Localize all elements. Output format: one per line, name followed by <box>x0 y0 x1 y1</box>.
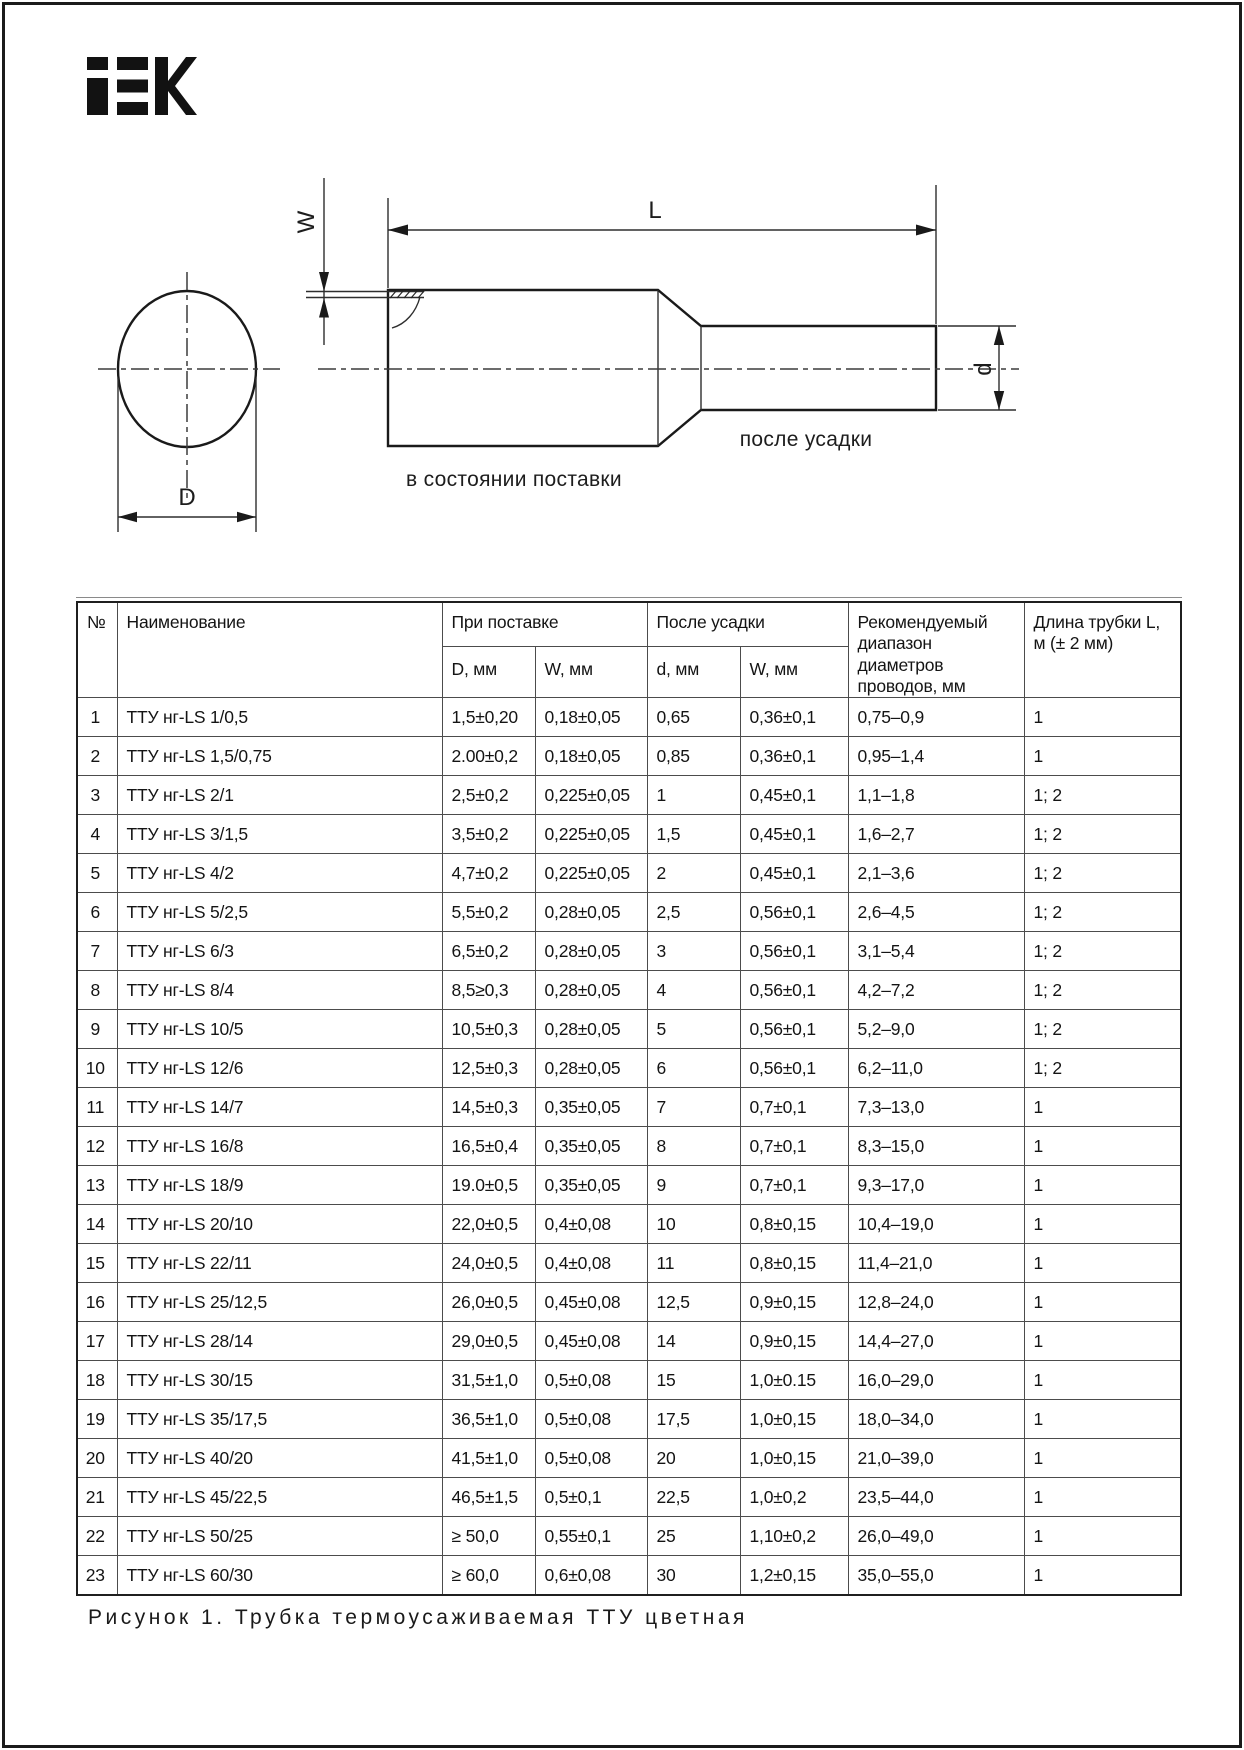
dim-label-w: W <box>293 210 320 234</box>
table-cell: 1 <box>1024 1400 1181 1439</box>
table-cell: 14,5±0,3 <box>442 1088 535 1127</box>
table-cell: ТТУ нг-LS 50/25 <box>117 1517 442 1556</box>
table-cell: 11 <box>77 1088 117 1127</box>
table-cell: 0,28±0,05 <box>535 971 647 1010</box>
table-cell: 1 <box>1024 1244 1181 1283</box>
table-cell: 30 <box>647 1556 740 1596</box>
table-cell: ТТУ нг-LS 35/17,5 <box>117 1400 442 1439</box>
table-row <box>77 1127 1181 1166</box>
table-cell: ТТУ нг-LS 1,5/0,75 <box>117 737 442 776</box>
table-cell: ТТУ нг-LS 20/10 <box>117 1205 442 1244</box>
col-header-D-mm: D, мм <box>442 647 535 698</box>
table-cell: ТТУ нг-LS 40/20 <box>117 1439 442 1478</box>
table-cell: 26,0–49,0 <box>848 1517 1024 1556</box>
table-cell: 11 <box>647 1244 740 1283</box>
col-group-at-delivery: При поставке <box>442 602 647 647</box>
table-cell: ТТУ нг-LS 16/8 <box>117 1127 442 1166</box>
table-cell: 15 <box>647 1361 740 1400</box>
table-cell: 1; 2 <box>1024 776 1181 815</box>
dim-label-d-small: d <box>970 362 997 376</box>
technical-drawing <box>0 150 1244 570</box>
col-header-W-mm-shrink: W, мм <box>740 647 848 698</box>
table-cell: ТТУ нг-LS 45/22,5 <box>117 1478 442 1517</box>
table-cell: 1 <box>1024 1088 1181 1127</box>
table-cell: 2,5±0,2 <box>442 776 535 815</box>
table-cell: 1 <box>1024 1361 1181 1400</box>
table-row <box>77 932 1181 971</box>
table-cell: 1; 2 <box>1024 1010 1181 1049</box>
table-cell: 1,2±0,15 <box>740 1556 848 1596</box>
table-cell: 1 <box>1024 1439 1181 1478</box>
table-cell: 5,5±0,2 <box>442 893 535 932</box>
table-cell: 1,5 <box>647 815 740 854</box>
table-cell: 0,65 <box>647 698 740 737</box>
table-cell: ТТУ нг-LS 12/6 <box>117 1049 442 1088</box>
table-cell: 3 <box>77 776 117 815</box>
table-row <box>77 1322 1181 1361</box>
table-cell: 12,5±0,3 <box>442 1049 535 1088</box>
table-cell: 1,0±0,2 <box>740 1478 848 1517</box>
table-cell: 0,36±0,1 <box>740 737 848 776</box>
table-cell: ≥ 60,0 <box>442 1556 535 1596</box>
table-cell: 0,45±0,1 <box>740 854 848 893</box>
table-body <box>77 698 1181 1596</box>
table-cell: ТТУ нг-LS 60/30 <box>117 1556 442 1596</box>
table-cell: 0,56±0,1 <box>740 1049 848 1088</box>
table-cell: 4 <box>77 815 117 854</box>
table-cell: 0,8±0,15 <box>740 1205 848 1244</box>
table-cell: 12,5 <box>647 1283 740 1322</box>
col-group-after-shrink: После усадки <box>647 602 848 647</box>
spec-table-wrap <box>76 597 1182 1596</box>
table-cell: 0,36±0,1 <box>740 698 848 737</box>
table-cell: 0,75–0,9 <box>848 698 1024 737</box>
table-cell: 10,4–19,0 <box>848 1205 1024 1244</box>
col-header-W-mm-delivery: W, мм <box>535 647 647 698</box>
table-cell: 0,5±0,08 <box>535 1361 647 1400</box>
table-row <box>77 1166 1181 1205</box>
table-cell: 22,0±0,5 <box>442 1205 535 1244</box>
table-cell: 0,56±0,1 <box>740 1010 848 1049</box>
table-top-rule <box>76 597 1182 598</box>
table-cell: 1; 2 <box>1024 1049 1181 1088</box>
table-cell: 0,56±0,1 <box>740 971 848 1010</box>
table-cell: 20 <box>647 1439 740 1478</box>
table-cell: 6,2–11,0 <box>848 1049 1024 1088</box>
table-cell: 8 <box>647 1127 740 1166</box>
col-header-d-mm: d, мм <box>647 647 740 698</box>
table-cell: ТТУ нг-LS 30/15 <box>117 1361 442 1400</box>
table-row <box>77 1049 1181 1088</box>
table-row <box>77 1478 1181 1517</box>
table-cell: ≥ 50,0 <box>442 1517 535 1556</box>
table-cell: 21 <box>77 1478 117 1517</box>
table-cell: 8,3–15,0 <box>848 1127 1024 1166</box>
table-cell: 7,3–13,0 <box>848 1088 1024 1127</box>
table-cell: 22 <box>77 1517 117 1556</box>
table-row <box>77 776 1181 815</box>
table-cell: 0,225±0,05 <box>535 854 647 893</box>
table-cell: 0,45±0,08 <box>535 1322 647 1361</box>
table-cell: 0,5±0,1 <box>535 1478 647 1517</box>
table-cell: 31,5±1,0 <box>442 1361 535 1400</box>
table-cell: 9,3–17,0 <box>848 1166 1024 1205</box>
table-cell: 0,45±0,1 <box>740 776 848 815</box>
table-cell: 2,6–4,5 <box>848 893 1024 932</box>
table-cell: 3 <box>647 932 740 971</box>
table-cell: 0,85 <box>647 737 740 776</box>
table-cell: 8,5≥0,3 <box>442 971 535 1010</box>
table-row <box>77 737 1181 776</box>
table-cell: 5,2–9,0 <box>848 1010 1024 1049</box>
table-cell: 12,8–24,0 <box>848 1283 1024 1322</box>
table-cell: 23,5–44,0 <box>848 1478 1024 1517</box>
table-cell: 3,5±0,2 <box>442 815 535 854</box>
table-cell: 1,0±0,15 <box>740 1400 848 1439</box>
table-cell: 10 <box>77 1049 117 1088</box>
table-cell: 0,5±0,08 <box>535 1439 647 1478</box>
table-cell: 2,1–3,6 <box>848 854 1024 893</box>
table-cell: 7 <box>77 932 117 971</box>
table-cell: 19.0±0,5 <box>442 1166 535 1205</box>
table-cell: 1; 2 <box>1024 815 1181 854</box>
table-cell: 6 <box>647 1049 740 1088</box>
table-cell: 1; 2 <box>1024 971 1181 1010</box>
table-cell: ТТУ нг-LS 28/14 <box>117 1322 442 1361</box>
table-cell: 14,4–27,0 <box>848 1322 1024 1361</box>
table-cell: 10,5±0,3 <box>442 1010 535 1049</box>
table-cell: 1 <box>647 776 740 815</box>
table-cell: 0,5±0,08 <box>535 1400 647 1439</box>
label-supplied-state: в состоянии поставки <box>406 468 622 491</box>
table-row <box>77 971 1181 1010</box>
table-cell: ТТУ нг-LS 3/1,5 <box>117 815 442 854</box>
table-cell: 0,7±0,1 <box>740 1127 848 1166</box>
table-cell: 14 <box>77 1205 117 1244</box>
table-cell: 0,28±0,05 <box>535 1010 647 1049</box>
table-row <box>77 1439 1181 1478</box>
table-cell: 0,45±0,08 <box>535 1283 647 1322</box>
tube-outline <box>388 290 936 446</box>
table-cell: 15 <box>77 1244 117 1283</box>
table-cell: 0,4±0,08 <box>535 1205 647 1244</box>
col-header-num: № <box>77 602 117 698</box>
table-row <box>77 1010 1181 1049</box>
table-cell: 8 <box>77 971 117 1010</box>
table-cell: 0,8±0,15 <box>740 1244 848 1283</box>
table-cell: 2 <box>647 854 740 893</box>
table-cell: 46,5±1,5 <box>442 1478 535 1517</box>
table-row <box>77 1088 1181 1127</box>
table-cell: 1 <box>1024 1205 1181 1244</box>
dim-label-d-big: D <box>178 484 196 511</box>
table-cell: 0,35±0,05 <box>535 1088 647 1127</box>
table-cell: 1; 2 <box>1024 854 1181 893</box>
table-cell: 13 <box>77 1166 117 1205</box>
table-cell: 16 <box>77 1283 117 1322</box>
table-cell: 25 <box>647 1517 740 1556</box>
table-cell: 1 <box>1024 1322 1181 1361</box>
table-cell: 1 <box>1024 1556 1181 1596</box>
table-cell: 9 <box>647 1166 740 1205</box>
col-header-name: Наименование <box>117 602 442 698</box>
table-cell: 14 <box>647 1322 740 1361</box>
table-cell: 16,0–29,0 <box>848 1361 1024 1400</box>
table-row <box>77 1517 1181 1556</box>
dim-label-l: L <box>648 197 662 224</box>
table-cell: 0,9±0,15 <box>740 1322 848 1361</box>
table-cell: 0,7±0,1 <box>740 1166 848 1205</box>
spec-table <box>76 601 1182 1596</box>
table-cell: 2,5 <box>647 893 740 932</box>
table-cell: 1 <box>1024 1127 1181 1166</box>
table-cell: 5 <box>647 1010 740 1049</box>
table-cell: 0,28±0,05 <box>535 1049 647 1088</box>
table-cell: 1 <box>1024 1478 1181 1517</box>
table-cell: 1; 2 <box>1024 893 1181 932</box>
table-cell: 36,5±1,0 <box>442 1400 535 1439</box>
table-cell: 26,0±0,5 <box>442 1283 535 1322</box>
table-row <box>77 1244 1181 1283</box>
table-cell: 1,1–1,8 <box>848 776 1024 815</box>
table-cell: 1,0±0,15 <box>740 1439 848 1478</box>
table-cell: 1; 2 <box>1024 932 1181 971</box>
figure-caption: Рисунок 1. Трубка термоусаживаемая ТТУ цветная <box>88 1606 748 1629</box>
table-cell: ТТУ нг-LS 14/7 <box>117 1088 442 1127</box>
table-cell: 18,0–34,0 <box>848 1400 1024 1439</box>
table-row <box>77 1205 1181 1244</box>
table-row <box>77 1556 1181 1596</box>
table-cell: 5 <box>77 854 117 893</box>
table-cell: 0,56±0,1 <box>740 932 848 971</box>
table-cell: 18 <box>77 1361 117 1400</box>
table-cell: ТТУ нг-LS 18/9 <box>117 1166 442 1205</box>
table-cell: 0,35±0,05 <box>535 1166 647 1205</box>
table-cell: 0,95–1,4 <box>848 737 1024 776</box>
table-cell: 17 <box>77 1322 117 1361</box>
table-cell: 3,1–5,4 <box>848 932 1024 971</box>
table-cell: 24,0±0,5 <box>442 1244 535 1283</box>
table-cell: ТТУ нг-LS 1/0,5 <box>117 698 442 737</box>
table-row <box>77 815 1181 854</box>
table-cell: 6 <box>77 893 117 932</box>
label-after-shrink: после усадки <box>739 428 873 451</box>
table-cell: 29,0±0,5 <box>442 1322 535 1361</box>
col-header-recommended-range: Рекомендуемый диапазон диаметров проводов, мм <box>848 602 1024 698</box>
table-row <box>77 1400 1181 1439</box>
table-cell: 35,0–55,0 <box>848 1556 1024 1596</box>
table-cell: ТТУ нг-LS 6/3 <box>117 932 442 971</box>
table-cell: ТТУ нг-LS 10/5 <box>117 1010 442 1049</box>
table-row <box>77 1361 1181 1400</box>
table-cell: ТТУ нг-LS 5/2,5 <box>117 893 442 932</box>
table-cell: ТТУ нг-LS 22/11 <box>117 1244 442 1283</box>
table-cell: 0,18±0,05 <box>535 698 647 737</box>
table-cell: 4,7±0,2 <box>442 854 535 893</box>
table-cell: 2 <box>77 737 117 776</box>
table-cell: 0,225±0,05 <box>535 815 647 854</box>
table-cell: 4 <box>647 971 740 1010</box>
table-cell: 0,18±0,05 <box>535 737 647 776</box>
table-cell: 0,28±0,05 <box>535 893 647 932</box>
table-cell: 0,45±0,1 <box>740 815 848 854</box>
table-cell: 1,10±0,2 <box>740 1517 848 1556</box>
col-header-tube-length: Длина трубки L, м (± 2 мм) <box>1024 602 1181 698</box>
table-cell: 1,0±0.15 <box>740 1361 848 1400</box>
table-cell: 1 <box>1024 1283 1181 1322</box>
table-cell: 1 <box>1024 1166 1181 1205</box>
table-cell: ТТУ нг-LS 2/1 <box>117 776 442 815</box>
table-cell: 0,6±0,08 <box>535 1556 647 1596</box>
table-cell: 6,5±0,2 <box>442 932 535 971</box>
table-cell: 0,56±0,1 <box>740 893 848 932</box>
table-cell: 1 <box>77 698 117 737</box>
table-cell: 11,4–21,0 <box>848 1244 1024 1283</box>
table-cell: 19 <box>77 1400 117 1439</box>
table-cell: 1,5±0,20 <box>442 698 535 737</box>
iek-logo <box>87 57 197 115</box>
table-cell: 12 <box>77 1127 117 1166</box>
table-row <box>77 1283 1181 1322</box>
table-cell: ТТУ нг-LS 4/2 <box>117 854 442 893</box>
table-cell: 1 <box>1024 698 1181 737</box>
table-cell: 0,4±0,08 <box>535 1244 647 1283</box>
table-row <box>77 854 1181 893</box>
table-cell: ТТУ нг-LS 25/12,5 <box>117 1283 442 1322</box>
table-cell: 1 <box>1024 1517 1181 1556</box>
table-cell: 0,9±0,15 <box>740 1283 848 1322</box>
table-row <box>77 893 1181 932</box>
table-cell: 23 <box>77 1556 117 1596</box>
table-cell: 9 <box>77 1010 117 1049</box>
table-cell: ТТУ нг-LS 8/4 <box>117 971 442 1010</box>
table-cell: 41,5±1,0 <box>442 1439 535 1478</box>
table-cell: 17,5 <box>647 1400 740 1439</box>
table-row <box>77 698 1181 737</box>
table-cell: 1 <box>1024 737 1181 776</box>
table-cell: 0,55±0,1 <box>535 1517 647 1556</box>
table-cell: 16,5±0,4 <box>442 1127 535 1166</box>
table-cell: 0,28±0,05 <box>535 932 647 971</box>
table-cell: 22,5 <box>647 1478 740 1517</box>
table-cell: 4,2–7,2 <box>848 971 1024 1010</box>
table-cell: 0,35±0,05 <box>535 1127 647 1166</box>
table-cell: 21,0–39,0 <box>848 1439 1024 1478</box>
table-cell: 2.00±0,2 <box>442 737 535 776</box>
table-cell: 10 <box>647 1205 740 1244</box>
table-cell: 0,7±0,1 <box>740 1088 848 1127</box>
table-cell: 1,6–2,7 <box>848 815 1024 854</box>
table-cell: 20 <box>77 1439 117 1478</box>
table-cell: 7 <box>647 1088 740 1127</box>
table-cell: 0,225±0,05 <box>535 776 647 815</box>
